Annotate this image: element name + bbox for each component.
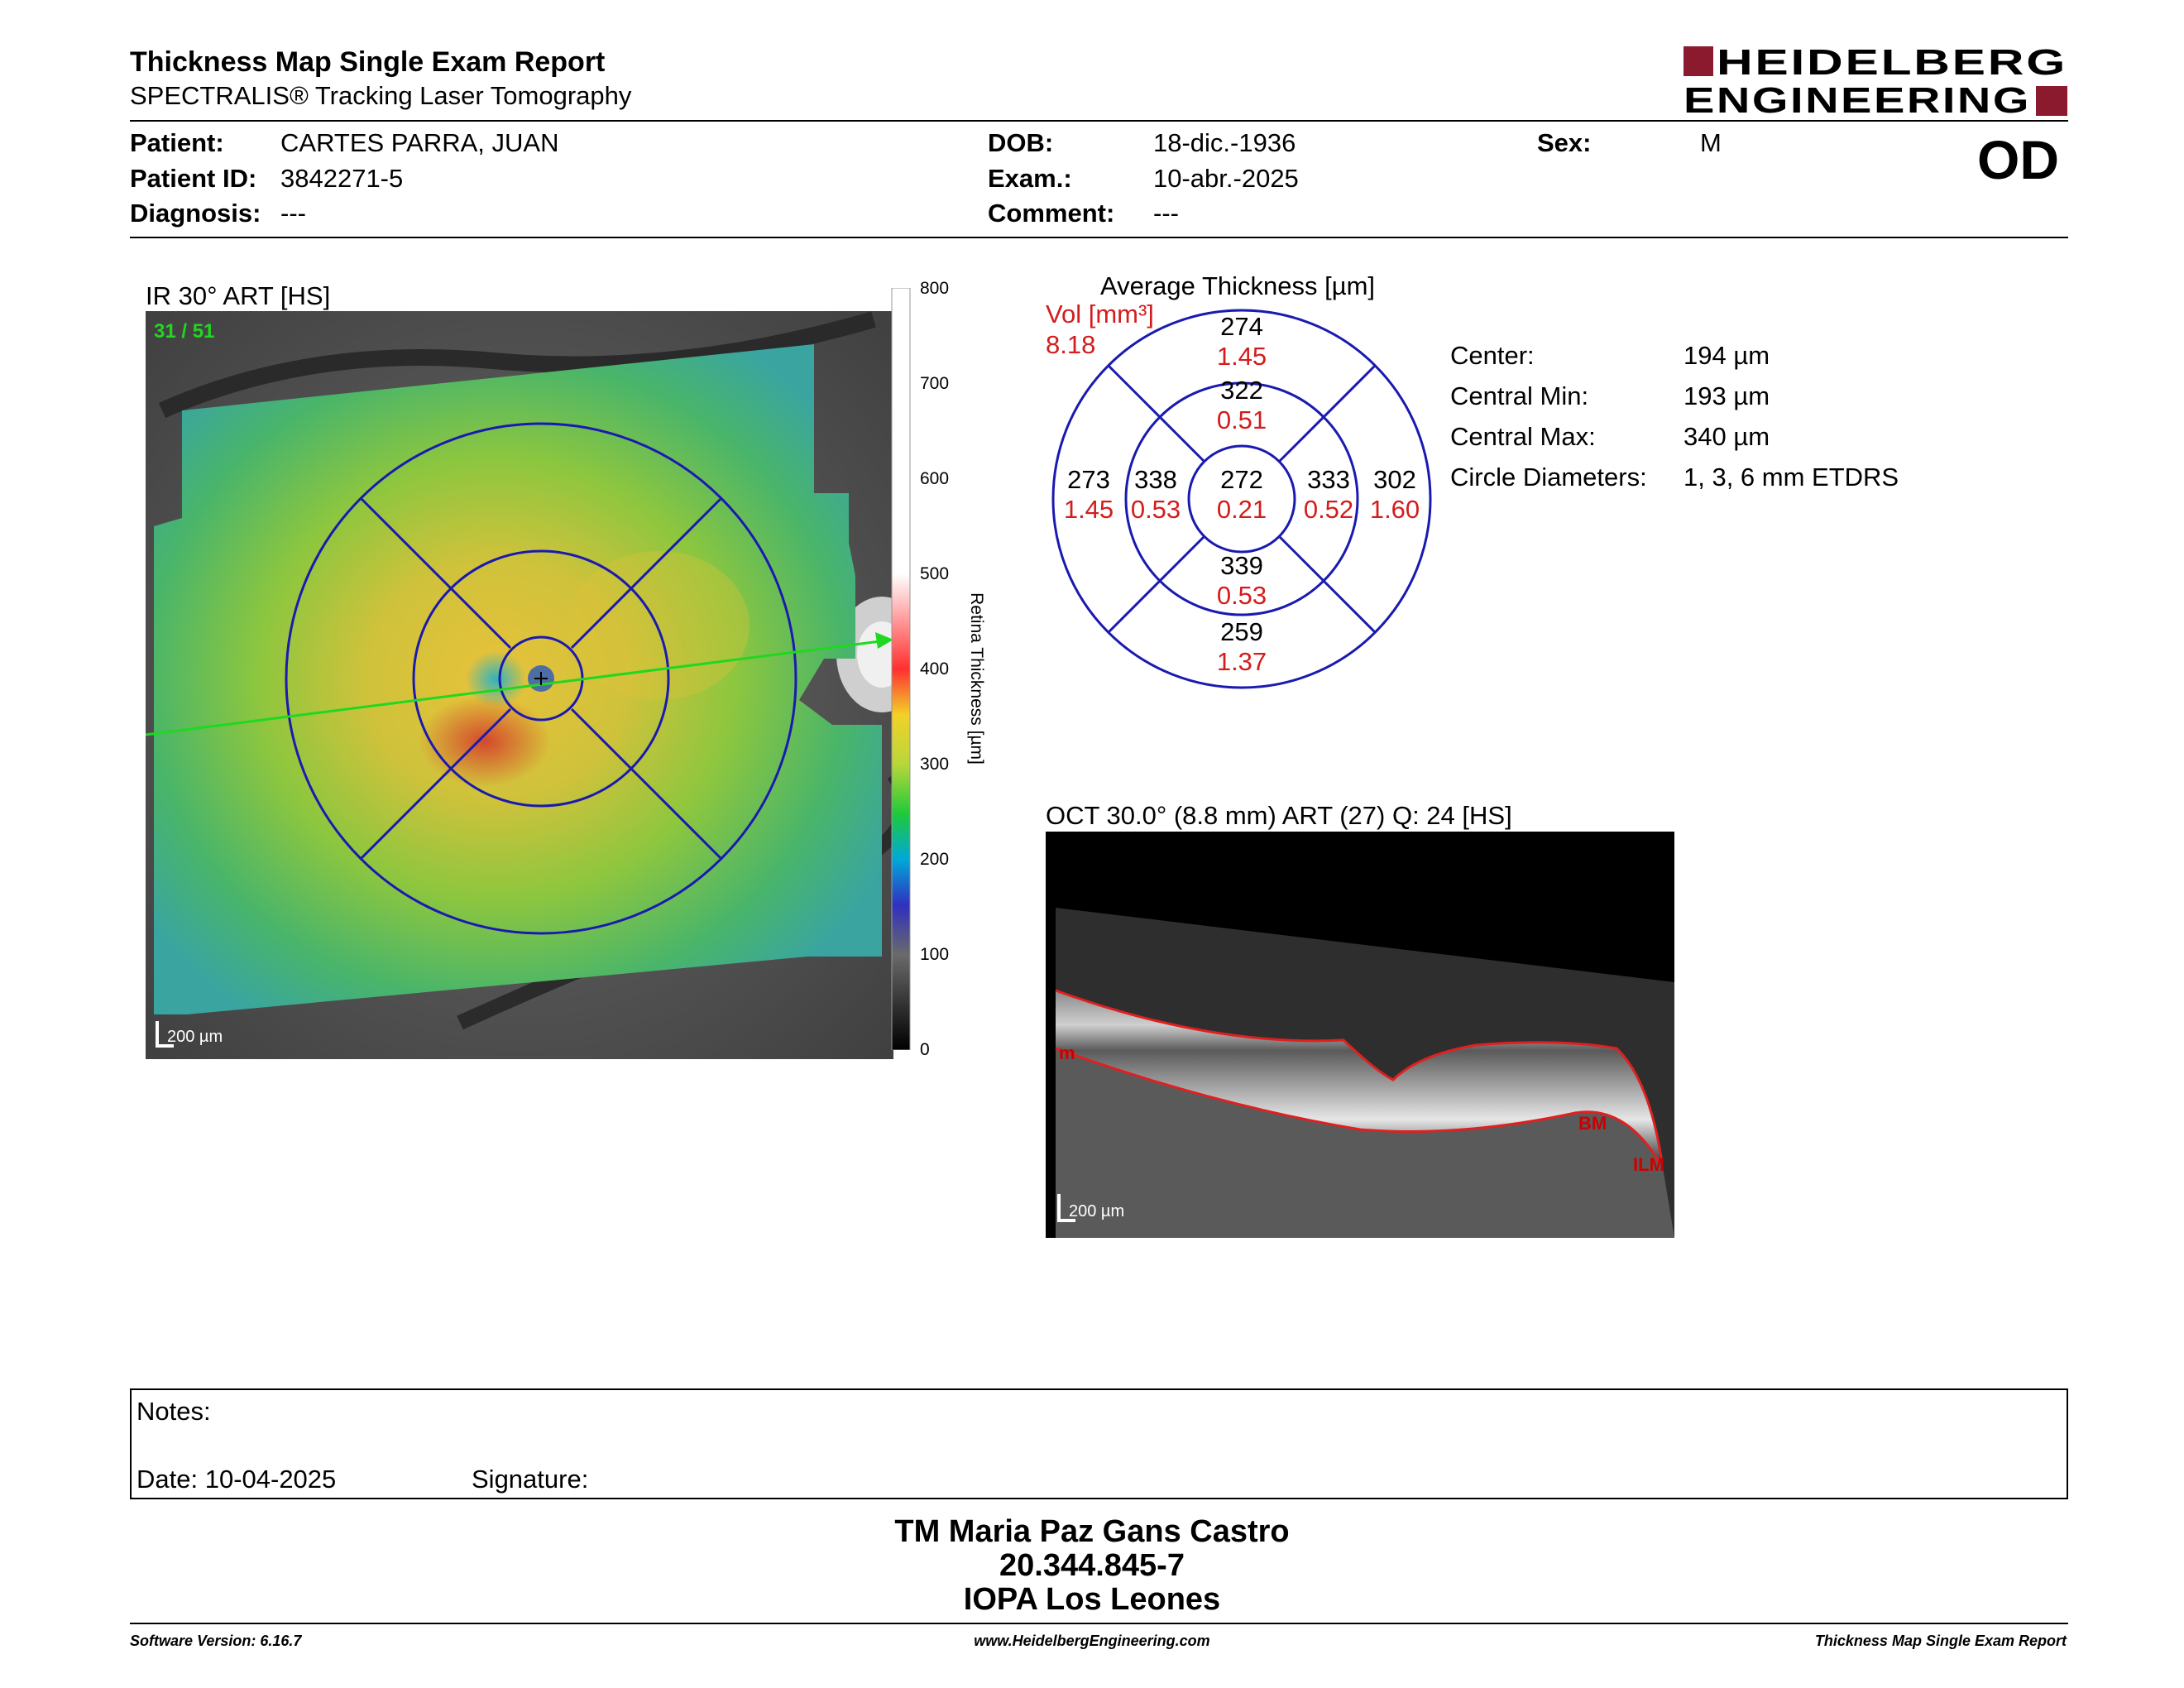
signatory-name: TM Maria Paz Gans Castro bbox=[894, 1514, 1290, 1549]
stat-label-circle-diameters: Circle Diameters: bbox=[1450, 463, 1647, 492]
colorbar-tick: 500 bbox=[920, 564, 950, 583]
stat-value-central-max: 340 µm bbox=[1684, 422, 1770, 451]
sector-outer-superior bbox=[1205, 312, 1279, 372]
patient-id: 3842271-5 bbox=[280, 164, 404, 193]
report-title: Thickness Map Single Exam Report bbox=[130, 46, 606, 78]
report-subtitle: SPECTRALIS® Tracking Laser Tomography bbox=[130, 81, 632, 110]
diagnosis-value: --- bbox=[280, 199, 306, 228]
colorbar-tick: 700 bbox=[920, 374, 950, 393]
volume-value: 0.53 bbox=[1216, 581, 1267, 610]
sector-inner-superior bbox=[1205, 376, 1279, 435]
colorbar-tick: 400 bbox=[920, 659, 950, 679]
thickness-value: 333 bbox=[1307, 465, 1350, 494]
etdrs-title: Average Thickness [µm] bbox=[1100, 271, 1376, 300]
oct-bscan bbox=[1046, 832, 1674, 1238]
total-volume: 8.18 bbox=[1046, 330, 1096, 359]
volume-value: 1.45 bbox=[1216, 342, 1267, 371]
patient-divider bbox=[130, 237, 2068, 238]
thickness-value: 322 bbox=[1220, 376, 1263, 405]
sector-center bbox=[1205, 465, 1279, 525]
sector-outer-nasal bbox=[1358, 465, 1432, 525]
thickness-value: 302 bbox=[1373, 465, 1416, 494]
header-divider bbox=[130, 120, 2068, 122]
thickness-value: 338 bbox=[1134, 465, 1177, 494]
svg-text:ENGINEERING: ENGINEERING bbox=[1684, 80, 2031, 117]
volume-value: 1.45 bbox=[1063, 495, 1114, 524]
signatory-institution: IOPA Los Leones bbox=[963, 1582, 1221, 1617]
colorbar-label: Retina Thickness [µm] bbox=[967, 592, 986, 765]
ir-thickness-map bbox=[146, 311, 893, 1059]
colorbar-tick: 600 bbox=[920, 469, 950, 488]
volume-value: 1.60 bbox=[1369, 495, 1420, 524]
footer-report-name: Thickness Map Single Exam Report bbox=[1814, 1633, 2067, 1649]
notes-label: Notes: bbox=[136, 1397, 211, 1426]
sex-label: Sex: bbox=[1537, 128, 1592, 157]
sector-inner-inferior bbox=[1205, 551, 1279, 611]
ir-scale-bar: 200 µm bbox=[167, 1028, 223, 1046]
exam-label: Exam.: bbox=[988, 164, 1072, 193]
colorbar-tick: 300 bbox=[920, 755, 950, 774]
oct-label-ilm: ILM bbox=[1633, 1154, 1664, 1175]
stat-value-center: 194 µm bbox=[1684, 341, 1770, 370]
colorbar-tick: 100 bbox=[920, 945, 950, 964]
eye-indicator: OD bbox=[1977, 129, 2059, 190]
volume-value: 1.37 bbox=[1216, 647, 1267, 676]
notes-box bbox=[130, 1388, 2068, 1499]
sector-outer-inferior bbox=[1205, 617, 1279, 677]
sex-value: M bbox=[1700, 128, 1722, 157]
oct-label-left: m bbox=[1059, 1043, 1075, 1063]
volume-value: 0.21 bbox=[1216, 495, 1267, 524]
patient-id-label: Patient ID: bbox=[130, 164, 257, 193]
signature-label: Signature: bbox=[472, 1465, 589, 1494]
colorbar-tick: 800 bbox=[920, 279, 950, 298]
thickness-value: 339 bbox=[1220, 551, 1263, 580]
volume-value: 0.51 bbox=[1216, 405, 1267, 434]
sector-outer-temporal bbox=[1051, 465, 1126, 525]
thickness-value: 273 bbox=[1067, 465, 1110, 494]
dob-label: DOB: bbox=[988, 128, 1054, 157]
patient-name: CARTES PARRA, JUAN bbox=[280, 128, 559, 157]
oct-scale-bar: 200 µm bbox=[1069, 1202, 1125, 1220]
volume-value: 0.52 bbox=[1303, 495, 1354, 524]
oct-caption: OCT 30.0° (8.8 mm) ART (27) Q: 24 [HS] bbox=[1046, 801, 1512, 830]
vol-label: Vol [mm³] bbox=[1046, 300, 1154, 328]
stat-label-center: Center: bbox=[1450, 341, 1535, 370]
dob-value: 18-dic.-1936 bbox=[1153, 128, 1296, 157]
thickness-value: 259 bbox=[1220, 617, 1263, 646]
colorbar-tick: 200 bbox=[920, 850, 950, 869]
comment-label: Comment: bbox=[988, 199, 1115, 228]
colorbar-tick: 0 bbox=[920, 1040, 930, 1059]
stat-value-central-min: 193 µm bbox=[1684, 381, 1770, 410]
stat-label-central-min: Central Min: bbox=[1450, 381, 1589, 410]
signatory-rut: 20.344.845-7 bbox=[999, 1548, 1185, 1583]
oct-label-bm: BM bbox=[1578, 1113, 1607, 1134]
sector-inner-temporal bbox=[1118, 465, 1193, 525]
svg-text:HEIDELBERG: HEIDELBERG bbox=[1717, 45, 2067, 83]
comment-value: --- bbox=[1153, 199, 1179, 228]
exam-date: 10-abr.-2025 bbox=[1153, 164, 1299, 193]
date-label: Date: 10-04-2025 bbox=[136, 1465, 337, 1494]
frame-counter: 31 / 51 bbox=[154, 320, 215, 343]
stat-value-circle-diameters: 1, 3, 6 mm ETDRS bbox=[1684, 463, 1899, 492]
stat-label-central-max: Central Max: bbox=[1450, 422, 1596, 451]
patient-label: Patient: bbox=[130, 128, 224, 157]
ir-caption: IR 30° ART [HS] bbox=[146, 281, 331, 310]
volume-value: 0.53 bbox=[1130, 495, 1181, 524]
thickness-value: 274 bbox=[1220, 312, 1263, 341]
website-link[interactable]: www.HeidelbergEngineering.com bbox=[974, 1633, 1210, 1649]
thickness-colorbar bbox=[890, 288, 913, 1050]
sector-inner-nasal bbox=[1291, 465, 1366, 525]
diagnosis-label: Diagnosis: bbox=[130, 199, 261, 228]
thickness-value: 272 bbox=[1220, 465, 1263, 494]
software-version: Software Version: 6.16.7 bbox=[130, 1633, 302, 1649]
heidelberg-logo bbox=[1684, 45, 2069, 117]
footer-divider bbox=[130, 1623, 2068, 1624]
